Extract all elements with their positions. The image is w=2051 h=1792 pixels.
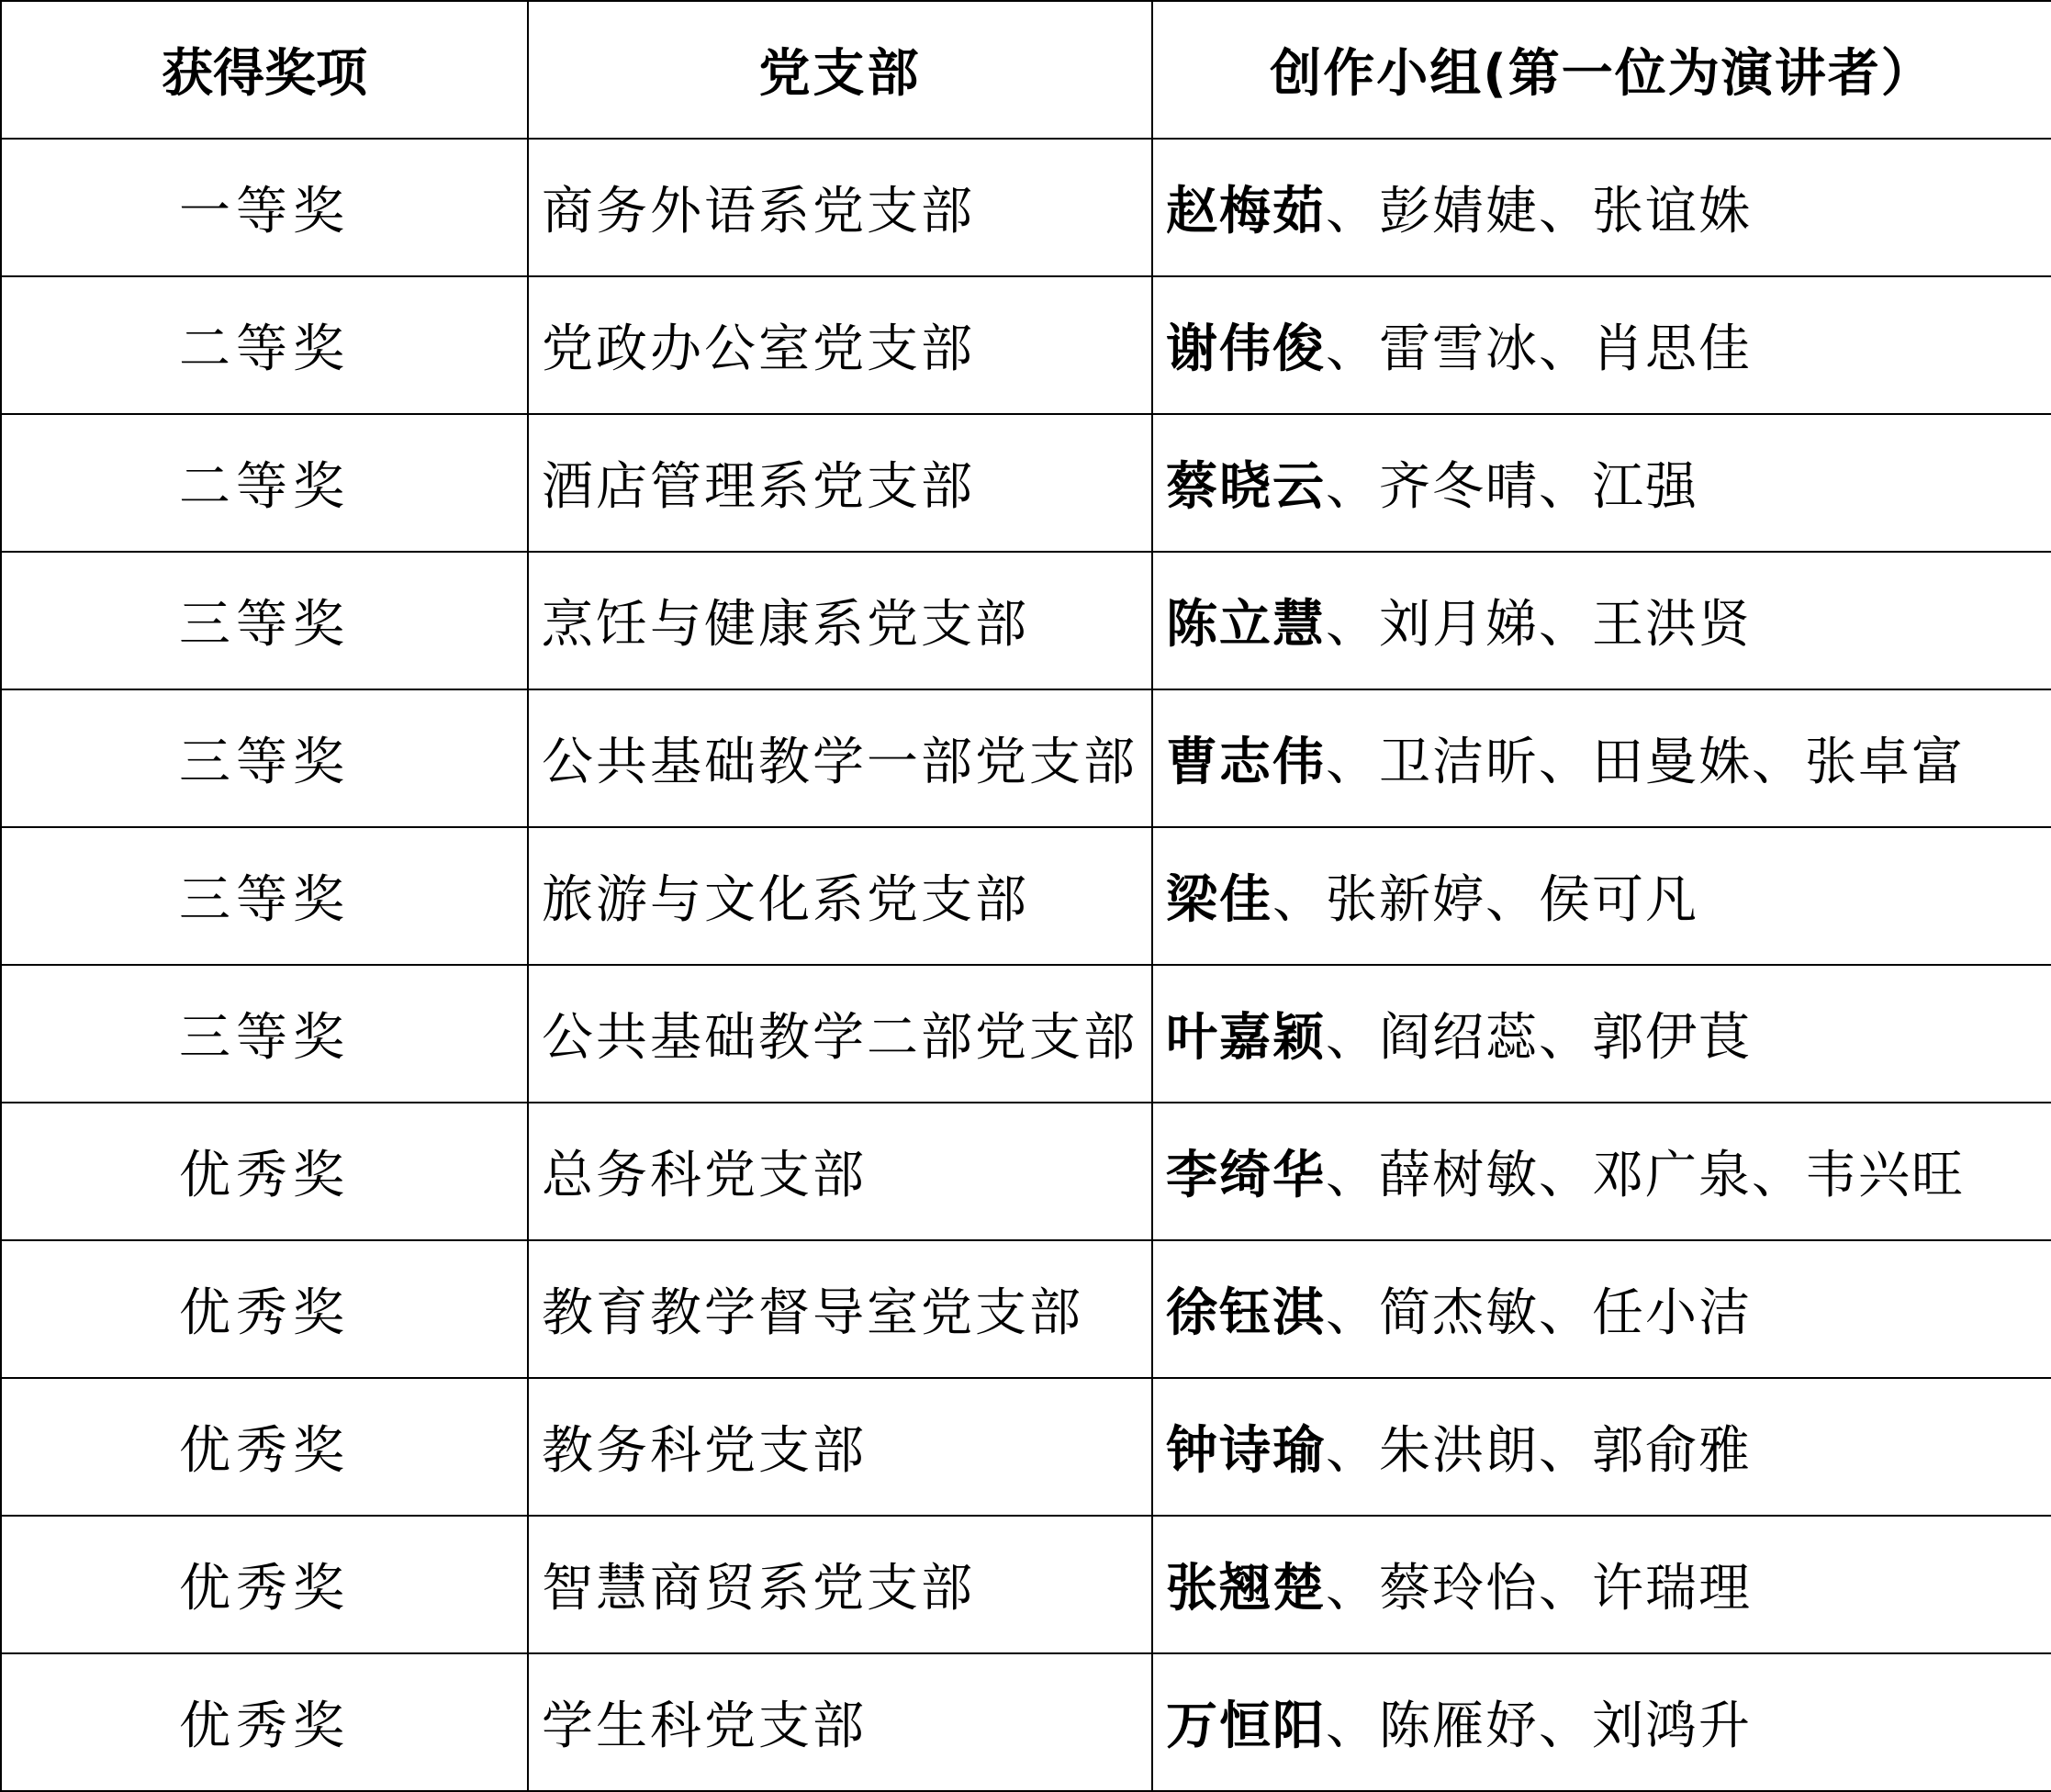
team-members: 、朱洪朗、郭俞雅 <box>1326 1421 1752 1481</box>
branch-cell: 公共基础教学二部党支部 <box>528 965 1152 1103</box>
team-members: 、简杰敏、任小洁 <box>1326 1283 1752 1343</box>
table-body <box>1 139 2051 1791</box>
branch-cell: 烹饪与健康系党支部 <box>528 552 1152 689</box>
team-members: 、齐冬晴、江强 <box>1326 457 1698 517</box>
presenter-name: 万恒阳 <box>1166 1697 1326 1756</box>
table-row <box>1 1653 2051 1791</box>
team-cell <box>1152 1378 2051 1516</box>
branch-cell: 智慧商贸系党支部 <box>528 1516 1152 1653</box>
team-members: 、张新婷、侯可凡 <box>1272 870 1698 930</box>
branch-cell: 商务外语系党支部 <box>528 139 1152 276</box>
award-cell: 优秀奖 <box>1 1103 528 1240</box>
presenter-name: 叶嘉颖 <box>1166 1008 1326 1068</box>
header-team: 创作小组(第一位为演讲者） <box>1152 1 2051 139</box>
team-cell <box>1152 1103 2051 1240</box>
award-cell: 三等奖 <box>1 689 528 827</box>
team-cell <box>1152 414 2051 552</box>
team-cell <box>1152 1240 2051 1378</box>
award-cell: 一等奖 <box>1 139 528 276</box>
header-award: 获得奖项 <box>1 1 528 139</box>
presenter-name: 蔡晓云 <box>1166 457 1326 517</box>
award-cell: 优秀奖 <box>1 1516 528 1653</box>
presenter-name: 徐钰淇 <box>1166 1283 1326 1343</box>
branch-cell: 总务科党支部 <box>528 1103 1152 1240</box>
presenter-name: 钟诗瑜 <box>1166 1421 1326 1481</box>
table-row <box>1 689 2051 827</box>
team-members: 、薛树敏、邓广泉、韦兴旺 <box>1326 1146 1965 1205</box>
award-cell: 二等奖 <box>1 276 528 414</box>
team-cell <box>1152 276 2051 414</box>
header-row <box>1 1 2051 139</box>
table-row <box>1 1240 2051 1378</box>
table-row <box>1 414 2051 552</box>
team-cell <box>1152 1653 2051 1791</box>
header-branch: 党支部 <box>528 1 1152 139</box>
team-members: 、阎绍蕊、郭伊茛 <box>1326 1008 1752 1068</box>
award-cell: 优秀奖 <box>1 1653 528 1791</box>
award-cell: 优秀奖 <box>1 1240 528 1378</box>
branch-cell: 公共基础教学一部党支部 <box>528 689 1152 827</box>
award-cell: 三等奖 <box>1 965 528 1103</box>
team-cell <box>1152 965 2051 1103</box>
award-cell: 优秀奖 <box>1 1378 528 1516</box>
table-row <box>1 552 2051 689</box>
team-members: 、陈雁妤、刘鸿升 <box>1326 1697 1752 1756</box>
branch-cell: 旅游与文化系党支部 <box>528 827 1152 965</box>
award-cell: 二等奖 <box>1 414 528 552</box>
table-row <box>1 276 2051 414</box>
table-row <box>1 1103 2051 1240</box>
team-cell <box>1152 552 2051 689</box>
team-members: 、雷雪冰、肖思佳 <box>1326 319 1752 379</box>
table-row <box>1 1378 2051 1516</box>
team-members: 、彭婧婕、张谊姝 <box>1326 182 1752 241</box>
team-cell <box>1152 1516 2051 1653</box>
team-cell <box>1152 139 2051 276</box>
presenter-name: 曹志伟 <box>1166 733 1326 792</box>
table-row <box>1 827 2051 965</box>
presenter-name: 陈立慧 <box>1166 595 1326 655</box>
award-cell: 三等奖 <box>1 827 528 965</box>
presenter-name: 张翘楚 <box>1166 1559 1326 1618</box>
branch-cell: 党政办公室党支部 <box>528 276 1152 414</box>
team-cell <box>1152 689 2051 827</box>
team-members: 、蔡玲怡、许瑞理 <box>1326 1559 1752 1618</box>
table-row <box>1 139 2051 276</box>
table-row <box>1 965 2051 1103</box>
branch-cell: 教育教学督导室党支部 <box>528 1240 1152 1378</box>
award-cell: 三等奖 <box>1 552 528 689</box>
table-row <box>1 1516 2051 1653</box>
presenter-name: 李绮华 <box>1166 1146 1326 1205</box>
branch-cell: 学生科党支部 <box>528 1653 1152 1791</box>
presenter-name: 赵梅茹 <box>1166 182 1326 241</box>
team-cell <box>1152 827 2051 965</box>
branch-cell: 教务科党支部 <box>528 1378 1152 1516</box>
team-members: 、卫洁昕、田曼姝、张卓富 <box>1326 733 1965 792</box>
team-members: 、刘月娣、王洪贤 <box>1326 595 1752 655</box>
presenter-name: 谢伟俊 <box>1166 319 1326 379</box>
presenter-name: 梁佳 <box>1166 870 1272 930</box>
branch-cell: 酒店管理系党支部 <box>528 414 1152 552</box>
